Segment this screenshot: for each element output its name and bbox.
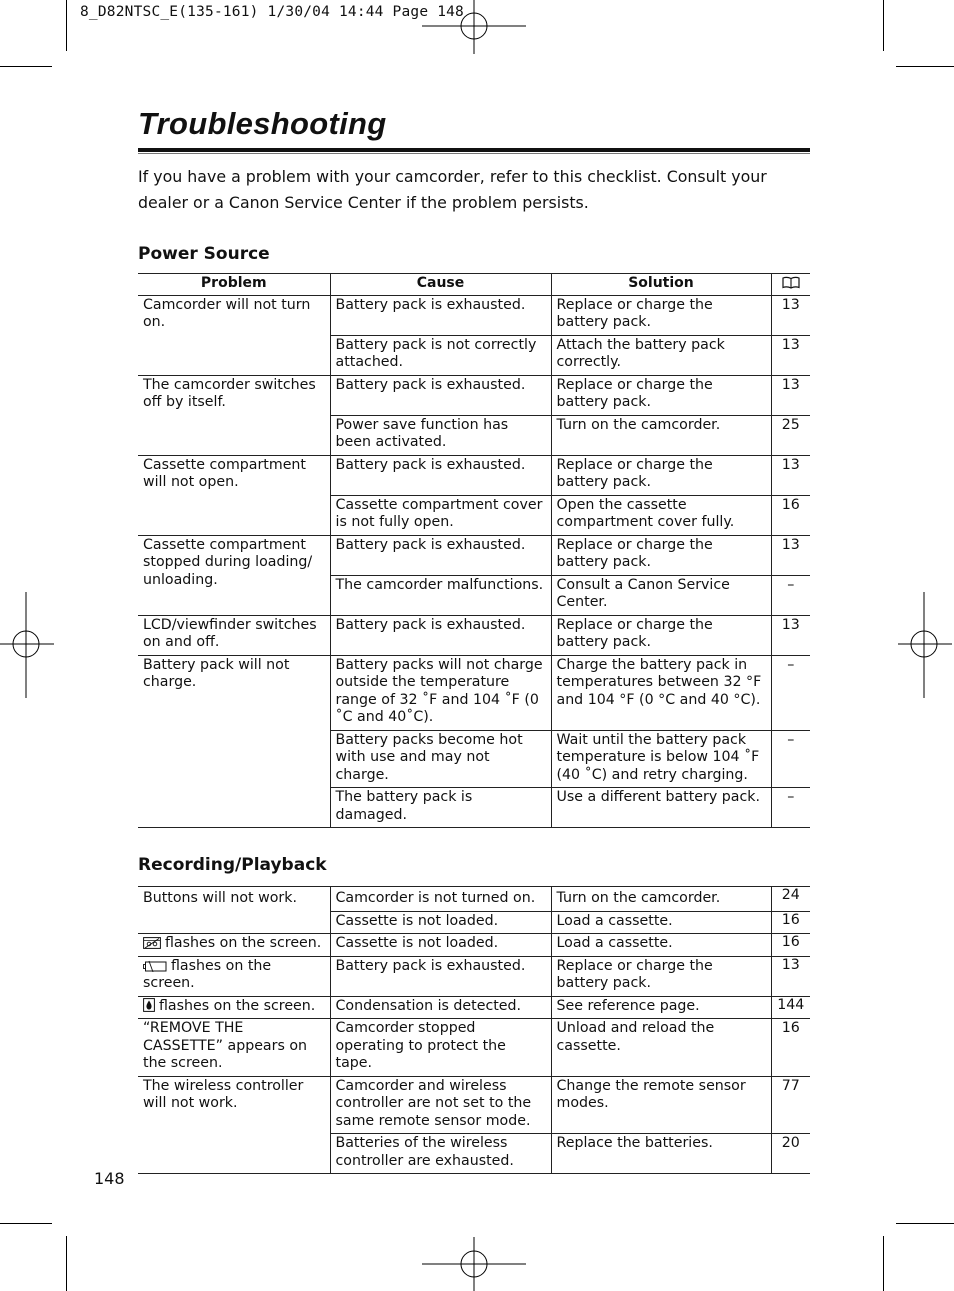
table-row xyxy=(138,295,810,335)
solution-cell: Replace or charge the battery pack. xyxy=(551,615,771,655)
crop-mark xyxy=(896,1223,954,1224)
crop-mark xyxy=(0,66,52,67)
condensation-icon xyxy=(143,998,155,1012)
problem-cell xyxy=(138,956,330,996)
table-row xyxy=(138,1019,810,1077)
solution-cell: Replace or charge the battery pack. xyxy=(551,535,771,575)
problem-cell xyxy=(138,934,330,957)
table-row xyxy=(138,934,810,957)
table-row xyxy=(138,996,810,1019)
cause-cell: Battery pack is exhausted. xyxy=(330,375,551,415)
table-row xyxy=(138,375,810,415)
crop-mark xyxy=(66,0,67,51)
problem-text: flashes on the screen. xyxy=(165,935,322,951)
battery-icon xyxy=(143,960,167,972)
table-row xyxy=(138,655,810,730)
solution-cell: Load a cassette. xyxy=(551,934,771,957)
cause-cell: Battery pack is exhausted. xyxy=(330,455,551,495)
page-ref-cell: – xyxy=(771,788,810,828)
page-ref-cell: 13 xyxy=(771,615,810,655)
table-row xyxy=(138,615,810,655)
cause-cell: Power save function has been activated. xyxy=(330,415,551,455)
table-row xyxy=(138,535,810,575)
cause-cell: Batteries of the wireless controller are exhausted. xyxy=(330,1134,551,1174)
intro-paragraph: If you have a problem with your camcorder, refer to this checklist. Consult your dealer or a Canon Service Center if the problem persists. xyxy=(138,167,767,212)
page-ref-cell: 13 xyxy=(771,335,810,375)
column-header-cause: Cause xyxy=(330,274,551,296)
cause-cell: Battery pack is not correctly attached. xyxy=(330,335,551,375)
cause-cell: Condensation is detected. xyxy=(330,996,551,1019)
page-ref-cell: – xyxy=(771,575,810,615)
problem-cell: The camcorder switches off by itself. xyxy=(138,375,330,455)
table-row xyxy=(138,1076,810,1134)
page-ref-cell: 20 xyxy=(771,1134,810,1174)
solution-cell: Wait until the battery pack temperature is below 104 ˚F (40 ˚C) and retry charging. xyxy=(551,730,771,788)
page-ref-cell: 24 xyxy=(771,887,810,912)
problem-text: flashes on the screen. xyxy=(159,997,316,1014)
power-source-table xyxy=(138,273,810,828)
page-ref-cell: 77 xyxy=(771,1076,810,1134)
solution-cell: Charge the battery pack in temperatures between 32 °F and 104 °F (0 °C and 40 °C). xyxy=(551,655,771,730)
section-heading-recording: Recording/Playback xyxy=(138,855,327,875)
problem-text: flashes on the screen. xyxy=(143,957,272,991)
crop-mark xyxy=(66,1236,67,1291)
registration-mark-right xyxy=(898,592,954,698)
page-ref-cell: 16 xyxy=(771,495,810,535)
problem-cell: Camcorder will not turn on. xyxy=(138,295,330,375)
page-title: Troubleshooting xyxy=(138,106,387,141)
solution-cell: Replace or charge the battery pack. xyxy=(551,375,771,415)
column-header-problem: Problem xyxy=(138,274,330,296)
table-row xyxy=(138,455,810,495)
book-icon xyxy=(782,276,800,289)
title-rule xyxy=(138,148,810,152)
crop-mark xyxy=(0,1223,52,1224)
title-rule-thin xyxy=(138,153,810,154)
table-row xyxy=(138,956,810,996)
cause-cell: Battery pack is exhausted. xyxy=(330,535,551,575)
page-ref-cell: – xyxy=(771,655,810,730)
page-ref-cell: 13 xyxy=(771,375,810,415)
print-slug: 8_D82NTSC_E(135-161) 1/30/04 14:44 Page 148 xyxy=(80,4,464,20)
solution-cell: Replace the batteries. xyxy=(551,1134,771,1174)
cause-cell: Camcorder stopped operating to protect the tape. xyxy=(330,1019,551,1077)
page-ref-cell: 13 xyxy=(771,455,810,495)
problem-cell: Battery pack will not charge. xyxy=(138,655,330,828)
crop-mark xyxy=(883,1236,884,1291)
section-heading-power: Power Source xyxy=(138,244,270,264)
table-row xyxy=(138,887,810,912)
page-ref-cell: 16 xyxy=(771,934,810,957)
registration-mark-top xyxy=(420,0,528,54)
solution-cell: Open the cassette compartment cover fully. xyxy=(551,495,771,535)
problem-cell: LCD/viewfinder switches on and off. xyxy=(138,615,330,655)
registration-mark-bottom xyxy=(420,1237,528,1291)
problem-cell xyxy=(138,996,330,1019)
cause-cell: Battery pack is exhausted. xyxy=(330,615,551,655)
page-ref-cell: 25 xyxy=(771,415,810,455)
page-ref-cell: 144 xyxy=(771,996,810,1019)
cause-cell: Camcorder and wireless controller are not set to the same remote sensor mode. xyxy=(330,1076,551,1134)
cause-cell: Cassette is not loaded. xyxy=(330,934,551,957)
cause-cell: The camcorder malfunctions. xyxy=(330,575,551,615)
problem-cell: The wireless controller will not work. xyxy=(138,1076,330,1174)
cause-cell: Cassette compartment cover is not fully open. xyxy=(330,495,551,535)
page-ref-cell: 13 xyxy=(771,295,810,335)
solution-cell: Unload and reload the cassette. xyxy=(551,1019,771,1077)
page-ref-cell: 13 xyxy=(771,535,810,575)
registration-mark-left xyxy=(0,592,54,698)
page-ref-cell: 13 xyxy=(771,956,810,996)
page-ref-cell: 16 xyxy=(771,911,810,934)
problem-cell: Cassette compartment stopped during loading/ unloading. xyxy=(138,535,330,615)
column-header-solution: Solution xyxy=(551,274,771,296)
cause-cell: Cassette is not loaded. xyxy=(330,911,551,934)
solution-cell: Change the remote sensor modes. xyxy=(551,1076,771,1134)
crop-mark xyxy=(896,66,954,67)
column-header-page xyxy=(771,274,810,296)
solution-cell: Replace or charge the battery pack. xyxy=(551,956,771,996)
cause-cell: The battery pack is damaged. xyxy=(330,788,551,828)
problem-cell: Cassette compartment will not open. xyxy=(138,455,330,535)
solution-cell: Load a cassette. xyxy=(551,911,771,934)
table-header-row xyxy=(138,274,810,296)
solution-cell: Replace or charge the battery pack. xyxy=(551,295,771,335)
solution-cell: Turn on the camcorder. xyxy=(551,415,771,455)
solution-cell: Replace or charge the battery pack. xyxy=(551,455,771,495)
solution-cell: Use a different battery pack. xyxy=(551,788,771,828)
solution-cell: Turn on the camcorder. xyxy=(551,887,771,912)
cassette-icon xyxy=(143,937,161,949)
cause-cell: Battery packs become hot with use and may not charge. xyxy=(330,730,551,788)
problem-cell: Buttons will not work. xyxy=(138,887,330,934)
page-ref-cell: – xyxy=(771,730,810,788)
problem-cell: “REMOVE THE CASSETTE” appears on the screen. xyxy=(138,1019,330,1077)
cause-cell: Camcorder is not turned on. xyxy=(330,887,551,912)
cause-cell: Battery packs will not charge outside the temperature range of 32 ˚F and 104 ˚F (0 ˚C and 40˚C). xyxy=(330,655,551,730)
crop-mark xyxy=(883,0,884,51)
page-number: 148 xyxy=(94,1169,125,1188)
recording-playback-table xyxy=(138,886,810,1174)
solution-cell: Attach the battery pack correctly. xyxy=(551,335,771,375)
page-ref-cell: 16 xyxy=(771,1019,810,1077)
cause-cell: Battery pack is exhausted. xyxy=(330,956,551,996)
cause-cell: Battery pack is exhausted. xyxy=(330,295,551,335)
solution-cell: See reference page. xyxy=(551,996,771,1019)
solution-cell: Consult a Canon Service Center. xyxy=(551,575,771,615)
